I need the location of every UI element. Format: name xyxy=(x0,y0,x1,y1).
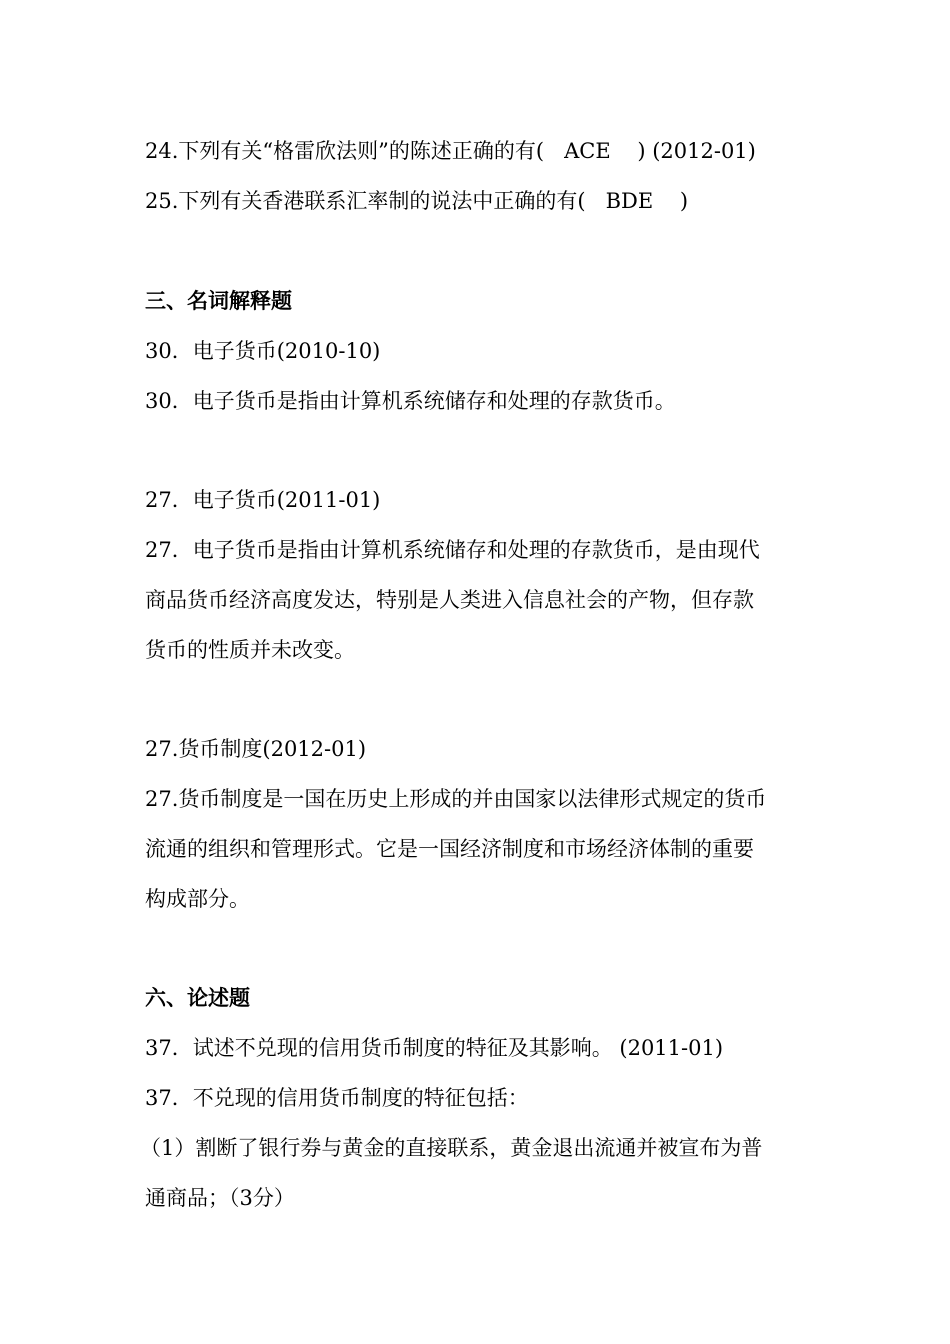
term-27b-title: 27.货币制度(2012-01) xyxy=(145,737,367,761)
term-27-answer-line2: 商品货币经济高度发达，特别是人类进入信息社会的产物，但存款 xyxy=(145,588,754,612)
term-27-title: 27．电子货币(2011-01) xyxy=(145,488,381,512)
question-24: 24.下列有关“格雷欣法则”的陈述正确的有( ACE ) (2012-01) xyxy=(145,139,756,163)
question-25: 25.下列有关香港联系汇率制的说法中正确的有( BDE ) xyxy=(145,189,689,213)
term-30-answer: 30．电子货币是指由计算机系统储存和处理的存款货币。 xyxy=(145,389,676,413)
essay-37-point1-line1: （1）割断了银行券与黄金的直接联系，黄金退出流通并被宣布为普 xyxy=(140,1136,763,1160)
term-27b-answer-line3: 构成部分。 xyxy=(145,887,250,911)
term-27-answer-line3: 货币的性质并未改变。 xyxy=(145,638,355,662)
term-27b-answer-line2: 流通的组织和管理形式。它是一国经济制度和市场经济体制的重要 xyxy=(145,837,754,861)
section-heading-terms: 三、名词解释题 xyxy=(145,288,292,313)
term-27-answer-line1: 27．电子货币是指由计算机系统储存和处理的存款货币，是由现代 xyxy=(145,538,760,562)
essay-37-answer-intro: 37．不兑现的信用货币制度的特征包括： xyxy=(145,1086,529,1110)
term-27b-answer-line1: 27.货币制度是一国在历史上形成的并由国家以法律形式规定的货币 xyxy=(145,787,767,811)
section-heading-essay: 六、论述题 xyxy=(145,985,250,1010)
essay-37-question: 37．试述不兑现的信用货币制度的特征及其影响。 (2011-01) xyxy=(145,1036,724,1060)
term-30-title: 30．电子货币(2010-10) xyxy=(145,339,381,363)
essay-37-point1-line2: 通商品；（3分） xyxy=(145,1186,295,1210)
